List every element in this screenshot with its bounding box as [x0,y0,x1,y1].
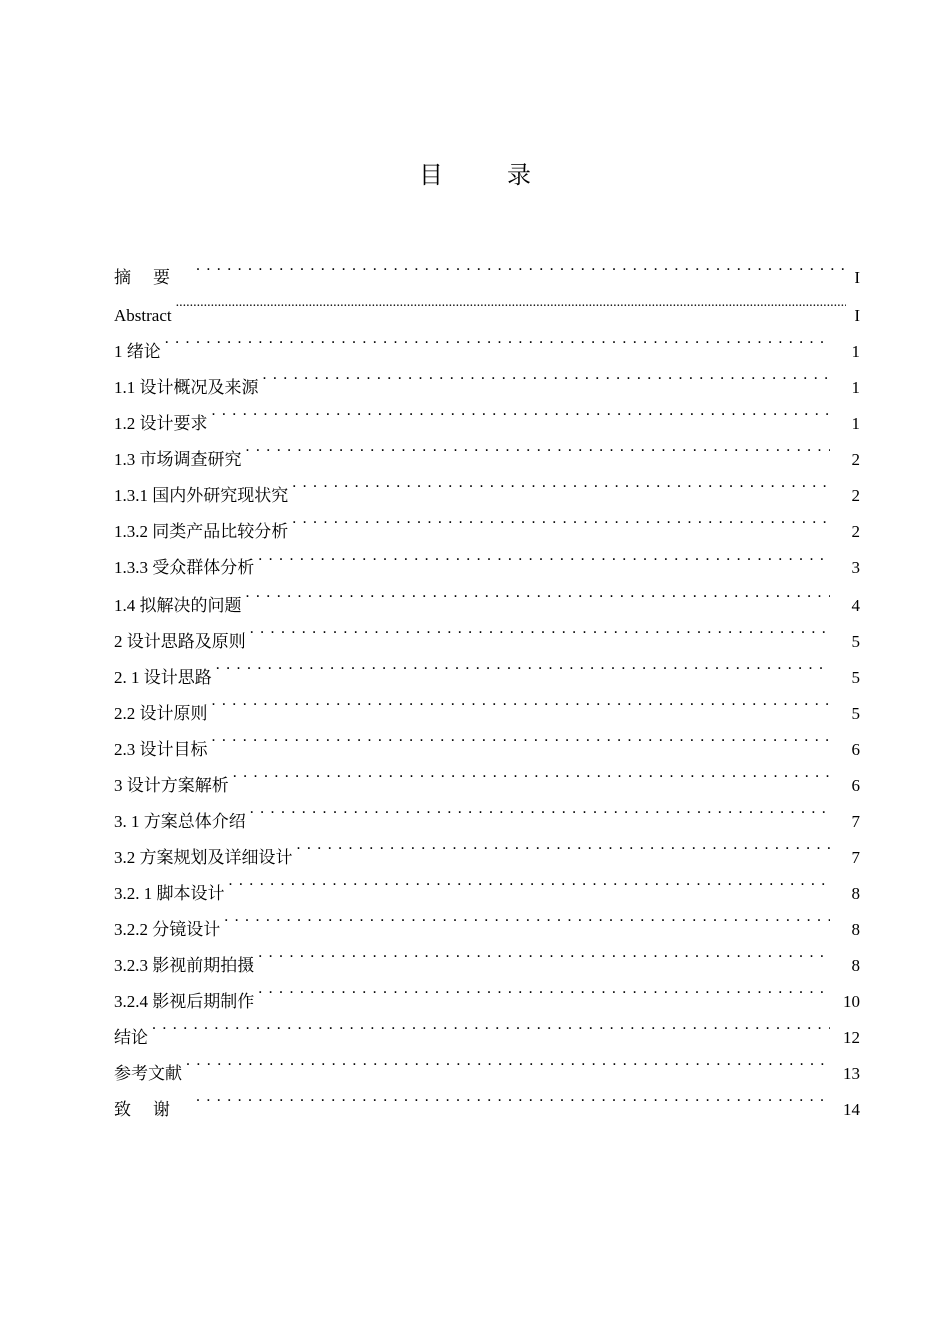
toc-entry-page: 8 [851,956,860,975]
toc-entry-page: 2 [851,522,860,541]
toc-entry-1-2[interactable] [114,393,860,433]
toc-list [114,247,860,1119]
toc-entry-chapter-3[interactable] [114,755,860,795]
toc-entry-page: 4 [851,596,860,615]
toc-dot-leader [227,863,831,899]
toc-dot-leader [256,971,830,1007]
toc-entry-page: 8 [851,920,860,939]
toc-dot-leader [194,247,846,283]
toc-entry-1-1[interactable] [114,357,860,397]
toc-entry-page: 10 [843,992,860,1011]
toc-dot-leader [244,429,831,465]
toc-entry-label: 2 设计思路及原则 [114,632,246,651]
toc-entry-page: 7 [851,848,860,867]
toc-dot-leader [256,537,830,573]
toc-dot-leader [174,285,846,321]
toc-dot-leader [194,1079,830,1115]
toc-entry-page: 2 [851,450,860,469]
toc-entry-page: I [854,306,860,325]
toc-entry-page: 2 [851,486,860,505]
toc-entry-label: 1.3 市场调查研究 [114,450,242,469]
toc-entry-3-2-1[interactable] [114,863,860,903]
toc-entry-label: 致谢 [114,1100,192,1119]
toc-entry-label: 3.2.2 分镜设计 [114,920,221,939]
toc-dot-leader [210,719,831,755]
toc-entry-label: 结论 [114,1028,148,1047]
toc-entry-2-1[interactable] [114,647,860,687]
toc-entry-chapter-1[interactable] [114,321,860,361]
toc-entry-label: 2.2 设计原则 [114,704,208,723]
toc-entry-page: I [854,268,860,287]
toc-entry-label: 3.2 方案规划及详细设计 [114,848,293,867]
toc-entry-label: 3.2. 1 脚本设计 [114,884,225,903]
toc-entry-page: 14 [843,1100,860,1119]
toc-entry-page: 8 [851,884,860,903]
toc-entry-references[interactable] [114,1043,860,1083]
toc-entry-abstract-cn[interactable] [114,247,860,285]
toc-entry-page: 3 [851,558,860,577]
toc-dot-leader [214,647,830,683]
toc-entry-abstract-en[interactable] [114,285,860,325]
toc-entry-label: 1.1 设计概况及来源 [114,378,259,397]
toc-dot-leader [261,357,831,393]
toc-dot-leader [244,575,831,611]
toc-entry-label: Abstract [114,306,172,325]
toc-dot-leader [295,827,831,863]
toc-entry-label: 2. 1 设计思路 [114,668,212,687]
toc-entry-1-3[interactable] [114,429,860,469]
toc-dot-leader [184,1043,830,1079]
toc-dot-leader [248,791,830,827]
toc-entry-2-3[interactable] [114,719,860,759]
toc-dot-leader [222,899,830,935]
toc-entry-label: 3. 1 方案总体介绍 [114,812,246,831]
toc-entry-page: 5 [851,668,860,687]
toc-entry-label: 3.2.3 影视前期拍摄 [114,956,255,975]
toc-entry-label: 1.3.1 国内外研究现状究 [114,486,289,505]
toc-dot-leader [290,501,830,537]
toc-dot-leader [163,321,830,357]
toc-entry-acknowledgements[interactable] [114,1079,860,1119]
toc-entry-page: 1 [851,378,860,397]
toc-dot-leader [248,611,830,647]
toc-dot-leader [210,683,831,719]
toc-entry-page: 7 [851,812,860,831]
toc-entry-page: 6 [851,776,860,795]
toc-entry-page: 6 [851,740,860,759]
toc-entry-conclusion[interactable] [114,1007,860,1047]
toc-entry-page: 13 [843,1064,860,1083]
toc-entry-page: 5 [851,632,860,651]
toc-entry-label: 1.2 设计要求 [114,414,208,433]
toc-entry-label: 摘要 [114,268,192,287]
toc-entry-label: 3 设计方案解析 [114,776,229,795]
toc-entry-label: 1.4 拟解决的问题 [114,596,242,615]
toc-dot-leader [210,393,831,429]
toc-entry-page: 12 [843,1028,860,1047]
toc-dot-leader [290,465,830,501]
toc-dot-leader [231,755,830,791]
toc-dot-leader [150,1007,830,1043]
toc-title: 目 录 [419,161,551,189]
toc-entry-2-2[interactable] [114,683,860,723]
toc-entry-page: 5 [851,704,860,723]
toc-dot-leader [256,935,830,971]
toc-entry-page: 1 [851,342,860,361]
toc-entry-page: 1 [851,414,860,433]
toc-entry-3-2-3[interactable] [114,935,860,975]
toc-entry-label: 3.2.4 影视后期制作 [114,992,255,1011]
toc-entry-label: 1 绪论 [114,342,161,361]
toc-entry-label: 1.3.2 同类产品比较分析 [114,522,289,541]
toc-entry-label: 参考文献 [114,1064,182,1083]
toc-entry-3-2-2[interactable] [114,899,860,939]
toc-entry-label: 1.3.3 受众群体分析 [114,558,255,577]
toc-entry-label: 2.3 设计目标 [114,740,208,759]
